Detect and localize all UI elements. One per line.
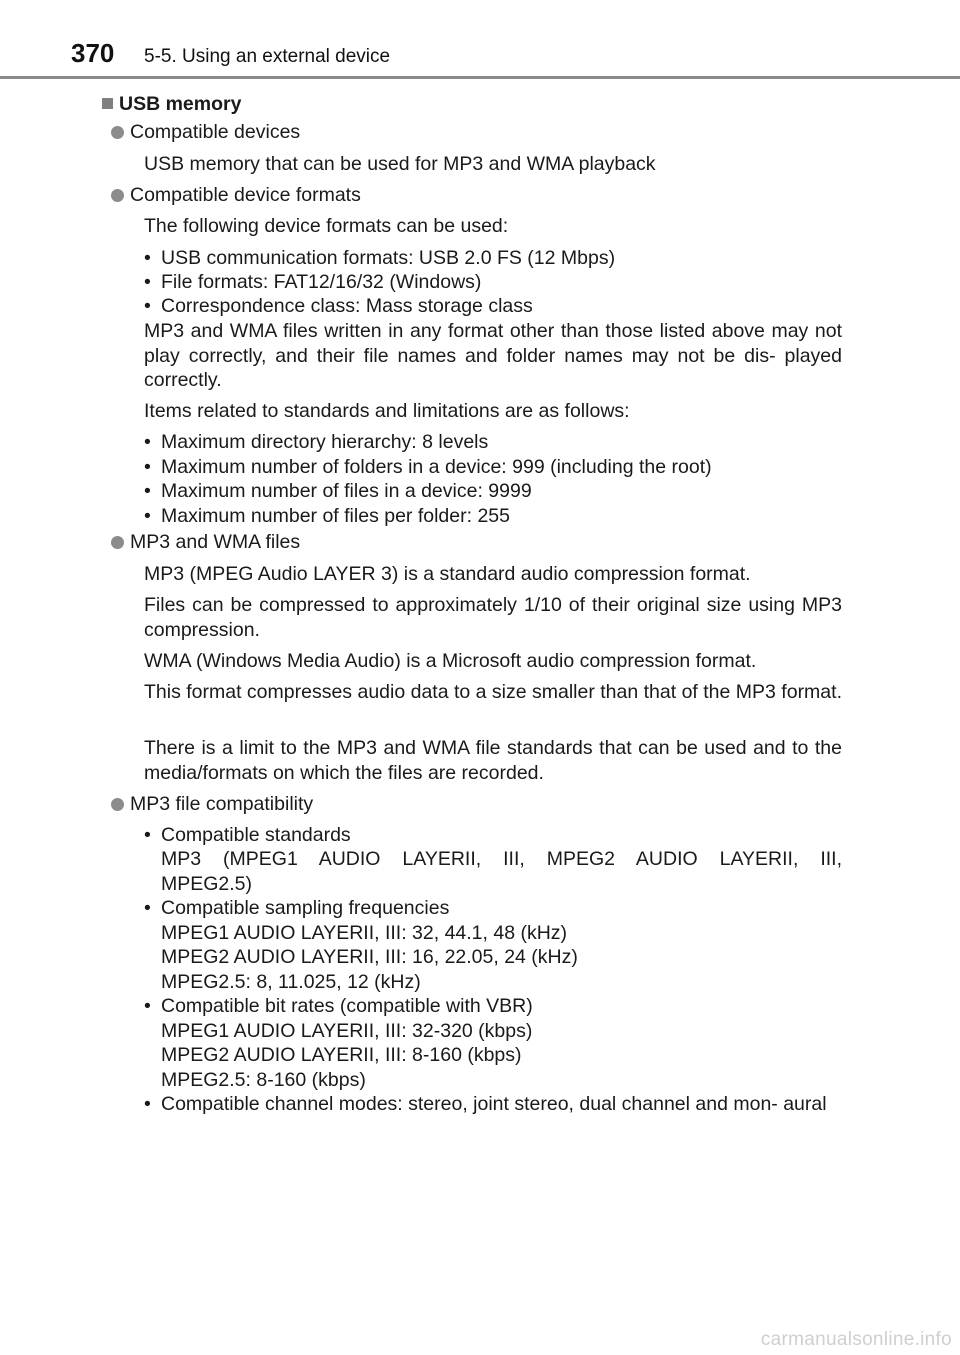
list-item: • Maximum directory hierarchy: 8 levels — [144, 431, 489, 453]
mp3-wma-paragraph: This format compresses audio data to a size smaller than that of the MP3 format. — [144, 681, 842, 703]
subheading-compatible-devices — [111, 120, 300, 145]
list-item: • USB communication formats: USB 2.0 FS (12 Mbps) — [144, 247, 616, 269]
circle-bullet-icon — [111, 126, 124, 139]
mp3-wma-paragraph: Files can be compressed to approximately 1/10 of their original size using MP3 compression. — [144, 594, 842, 641]
page-header — [0, 0, 960, 80]
sampling-value: MPEG1 AUDIO LAYERII, III: 32, 44.1, 48 (kHz) — [161, 922, 568, 944]
subheading-text: MP3 file compatibility — [130, 793, 314, 815]
sampling-value: MPEG2 AUDIO LAYERII, III: 16, 22.05, 24 (kHz) — [161, 946, 578, 968]
watermark: carmanualsonline.info — [760, 1329, 952, 1350]
list-item: • Compatible channel modes: stereo, joint stereo, dual channel and mon- aural — [144, 1093, 827, 1115]
list-item: • Correspondence class: Mass storage class — [144, 295, 533, 317]
list-item: • Maximum number of files per folder: 255 — [144, 505, 510, 527]
list-item: • Maximum number of files in a device: 9999 — [144, 480, 532, 502]
mp3-wma-paragraph: There is a limit to the MP3 and WMA file standards that can be used and to the media/formats on which the files are recorded. — [144, 737, 842, 784]
standards-value-line: MP3 (MPEG1 AUDIO LAYERII, III, MPEG2 AUDIO LAYERII, III, — [161, 848, 842, 870]
page-number: 370 — [71, 38, 115, 68]
circle-bullet-icon — [111, 536, 124, 549]
subheading-text: Compatible device formats — [130, 184, 361, 206]
list-item: • Compatible sampling frequencies — [144, 897, 450, 919]
subheading-device-formats — [111, 183, 361, 208]
list-item: • Compatible standards — [144, 824, 351, 846]
compatible-devices-text: USB memory that can be used for MP3 and WMA playback — [144, 153, 656, 175]
circle-bullet-icon — [111, 798, 124, 811]
bitrate-value: MPEG2.5: 8-160 (kbps) — [161, 1069, 366, 1091]
subheading-mp3-compatibility — [111, 792, 313, 817]
circle-bullet-icon — [111, 189, 124, 202]
header-rule — [0, 76, 960, 79]
section-title: 5-5. Using an external device — [144, 46, 391, 67]
bitrate-value: MPEG2 AUDIO LAYERII, III: 8-160 (kbps) — [161, 1044, 522, 1066]
device-formats-note: MP3 and WMA files written in any format other than those listed above may not play correctly, and their file names and folder names may not be dis- played correctly. — [144, 320, 842, 391]
subheading-text: Compatible devices — [130, 121, 301, 143]
mp3-wma-paragraph: MP3 (MPEG Audio LAYER 3) is a standard audio compression format. — [144, 563, 751, 585]
list-item: • File formats: FAT12/16/32 (Windows) — [144, 271, 482, 293]
square-bullet-icon — [102, 98, 113, 109]
section-heading — [102, 92, 241, 117]
standards-value-line: MPEG2.5) — [161, 873, 253, 895]
device-formats-intro: The following device formats can be used: — [144, 215, 509, 237]
mp3-wma-paragraph: WMA (Windows Media Audio) is a Microsoft audio compression format. — [144, 650, 757, 672]
limits-intro: Items related to standards and limitations are as follows: — [144, 400, 630, 422]
subheading-text: MP3 and WMA files — [130, 531, 301, 553]
list-item: • Maximum number of folders in a device: 999 (including the root) — [144, 456, 712, 478]
subheading-mp3-wma — [111, 530, 300, 555]
list-item: • Compatible bit rates (compatible with VBR) — [144, 995, 533, 1017]
heading-text: USB memory — [119, 93, 242, 115]
sampling-value: MPEG2.5: 8, 11.025, 12 (kHz) — [161, 971, 421, 993]
bitrate-value: MPEG1 AUDIO LAYERII, III: 32-320 (kbps) — [161, 1020, 533, 1042]
